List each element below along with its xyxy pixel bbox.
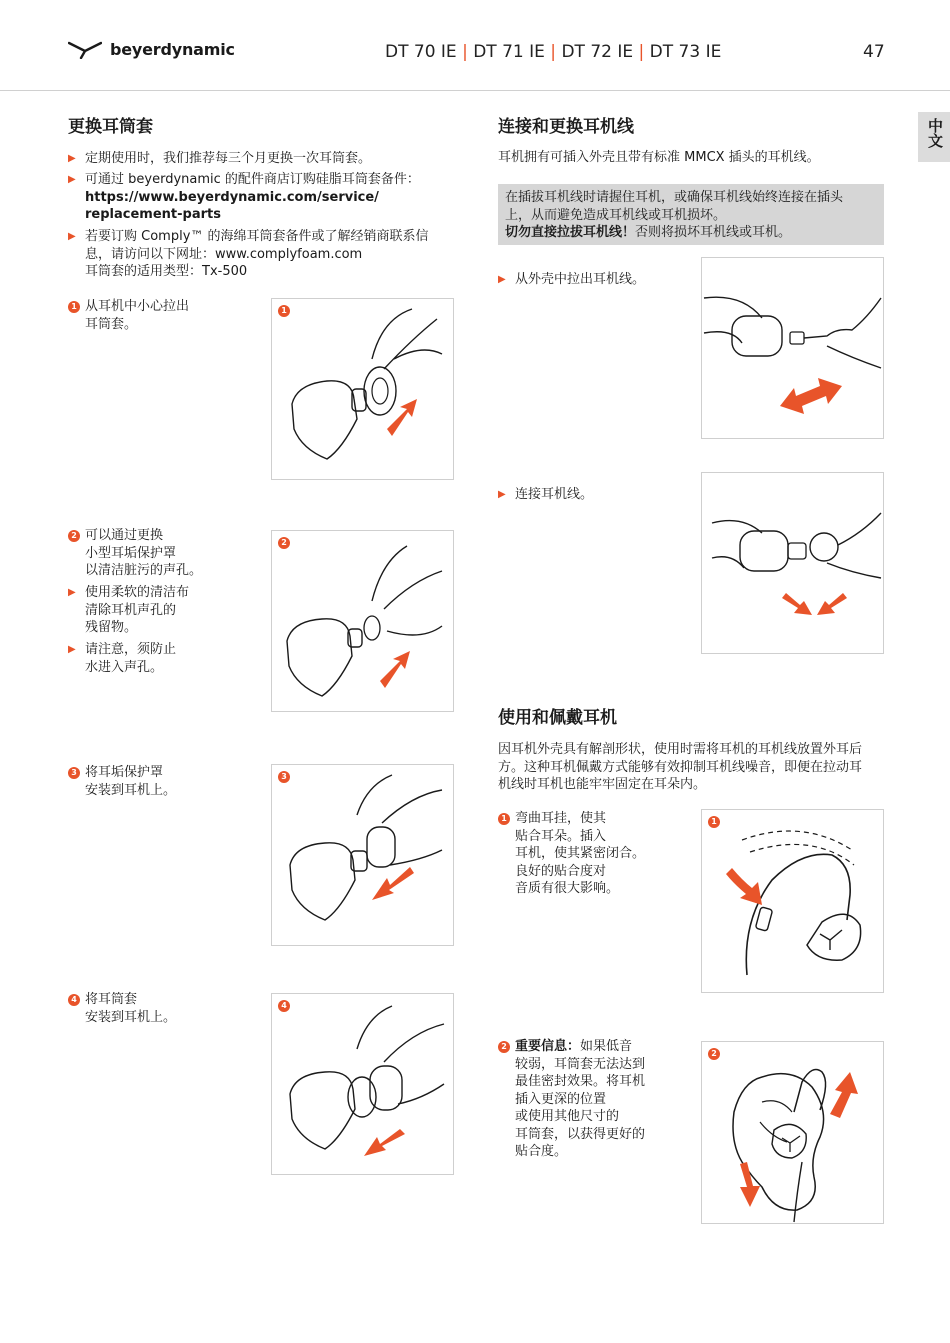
- step-number: 1: [68, 301, 80, 313]
- wear-intro-line: 方。这种耳机佩戴方式能够有效抑制耳机线噪音，即便在拉动耳: [498, 759, 863, 775]
- bullet-text: ▶ 请注意，须防止: [85, 642, 177, 657]
- step-text: 耳机，使其紧密闭合。: [515, 846, 646, 861]
- replacement-parts-link[interactable]: https://www.beyerdynamic.com/service/: [85, 189, 379, 205]
- bullet-text: 从外壳中拉出耳机线。: [515, 272, 646, 287]
- figure-number: 1: [278, 305, 290, 317]
- step-number: 2: [68, 530, 80, 542]
- figure-insert-deeper: [701, 1041, 884, 1224]
- step-text: 贴合度。: [515, 1144, 568, 1159]
- section-title-cable: 连接和更换耳机线: [498, 117, 634, 137]
- step-number: 4: [68, 994, 80, 1006]
- step-4: [68, 991, 275, 1026]
- wear-step-2: [498, 1038, 705, 1161]
- step-text: 可以通过更换: [85, 528, 164, 543]
- model-list: [385, 42, 721, 62]
- header-divider: [0, 90, 950, 91]
- wear-step-1: [498, 810, 705, 898]
- bullet-text: 水进入声孔。: [85, 659, 164, 675]
- step-text: 将耳垢保护罩: [85, 765, 164, 780]
- language-label: 中文: [926, 118, 944, 148]
- clean-sound-hole-illustration: [272, 531, 453, 711]
- step-1: [68, 298, 275, 333]
- connect-cable-illustration: [702, 473, 883, 653]
- step-text: 小型耳垢保护罩: [85, 545, 177, 561]
- bullet-item: [68, 641, 275, 676]
- model-separator: |: [462, 42, 468, 62]
- step-text: 或使用其他尺寸的: [515, 1109, 620, 1124]
- bullet-item: [498, 486, 705, 504]
- section-title-replace-eartips: 更换耳筒套: [68, 117, 153, 137]
- warning-text: 否则将损坏耳机线或耳机。: [635, 225, 792, 240]
- bullet-text: 残留物。: [85, 620, 138, 635]
- bullet-text: 清除耳机声孔的: [85, 602, 177, 618]
- brand-name: beyerdynamic: [110, 40, 235, 59]
- cable-intro: 耳机拥有可插入外壳且带有标准 MMCX 插头的耳机线。: [498, 150, 820, 165]
- step-2: [68, 527, 275, 580]
- step-text: 良好的贴合度对: [515, 863, 607, 879]
- insert-deeper-illustration: [702, 1042, 883, 1223]
- step-number: 1: [498, 813, 510, 825]
- step-text: 插入更深的位置: [515, 1091, 607, 1107]
- figure-bend-earhook: [701, 809, 884, 993]
- bullet-text: 定期使用时，我们推荐每三个月更换一次耳筒套。: [85, 151, 372, 166]
- step-text: 耳筒套。: [85, 316, 138, 332]
- remove-eartip-illustration: [272, 299, 453, 479]
- step-text: 贴合耳朵。插入: [515, 828, 607, 844]
- replacement-parts-link[interactable]: replacement-parts: [85, 207, 221, 222]
- bullet-text: 耳筒套的适用类型：Tx-500: [85, 264, 248, 279]
- model-name: DT 71 IE: [473, 42, 545, 62]
- step-text: 耳筒套，以获得更好的: [515, 1126, 646, 1142]
- wear-intro: [498, 741, 888, 794]
- step-3: [68, 764, 275, 799]
- bend-earhook-illustration: [702, 810, 883, 992]
- model-separator: |: [638, 42, 645, 62]
- step-text: 将耳筒套: [85, 992, 138, 1007]
- beyerdynamic-logo-icon: [68, 41, 102, 59]
- step-text: 较弱，耳筒套无法达到: [515, 1056, 646, 1072]
- model-name: DT 70 IE: [385, 42, 457, 62]
- step-number: 3: [68, 767, 80, 779]
- model-separator: |: [550, 42, 557, 62]
- pull-cable-illustration: [702, 258, 883, 438]
- bullet-item: [68, 150, 465, 168]
- step-text: 以清洁脏污的声孔。: [85, 563, 203, 578]
- bullet-item: [68, 228, 475, 281]
- figure-number: 2: [278, 537, 290, 549]
- bullet-text: ▶ 若要订购 Comply™ 的海绵耳筒套备件或了解经销商联系信: [85, 229, 429, 244]
- figure-install-eartip: [271, 993, 454, 1175]
- step-text: 音质有很大影响。: [515, 881, 620, 896]
- bullet-text: ▶ 使用柔软的清洁布: [85, 585, 190, 600]
- step-text: 安装到耳机上。: [85, 1009, 177, 1025]
- install-eartip-illustration: [272, 994, 453, 1174]
- page-number: 47: [863, 42, 885, 62]
- figure-number: 4: [278, 1000, 290, 1012]
- warning-text: 上，从而避免造成耳机线或耳机损坏。: [505, 207, 727, 223]
- step-text: 安装到耳机上。: [85, 782, 177, 798]
- bullet-text: ▶ 可通过 beyerdynamic 的配件商店订购硅脂耳筒套备件：: [85, 172, 420, 187]
- bullet-text: 连接耳机线。: [515, 487, 594, 502]
- step-text: 从耳机中小心拉出: [85, 299, 190, 314]
- step-text: 如果低音: [580, 1039, 633, 1054]
- bullet-item: [68, 171, 465, 224]
- figure-install-wax-guard: [271, 764, 454, 946]
- bullet-item: [68, 584, 275, 637]
- language-tab: [918, 112, 950, 162]
- step-text: 弯曲耳挂，使其: [515, 811, 607, 826]
- warning-text: 在插拔耳机线时请握住耳机，或确保耳机线始终连接在插头: [505, 190, 844, 205]
- figure-connect-cable: [701, 472, 884, 654]
- step-number: 2: [498, 1041, 510, 1053]
- install-wax-guard-illustration: [272, 765, 453, 945]
- wear-intro-line: 机线时耳机也能牢牢固定在耳朵内。: [498, 777, 707, 792]
- figure-remove-eartip: [271, 298, 454, 480]
- brand-logo: [68, 40, 235, 59]
- figure-number: 1: [708, 816, 720, 828]
- important-label: 重要信息：: [515, 1039, 581, 1054]
- model-name: DT 73 IE: [649, 42, 722, 62]
- warning-emphasis: 切勿直接拉拔耳机线！: [505, 225, 636, 240]
- section-title-wear: 使用和佩戴耳机: [498, 708, 617, 728]
- figure-pull-cable: [701, 257, 884, 439]
- warning-box: [498, 184, 884, 245]
- figure-clean-sound-hole: [271, 530, 454, 712]
- bullet-text: 息，请访问以下网址：www.complyfoam.com: [85, 246, 363, 262]
- figure-number: 2: [708, 1048, 720, 1060]
- bullet-item: [498, 271, 705, 289]
- step-text: 最佳密封效果。将耳机: [515, 1074, 646, 1089]
- wear-intro-line: 因耳机外壳具有解剖形状，使用时需将耳机的耳机线放置外耳后: [498, 742, 863, 757]
- model-name: DT 72 IE: [561, 42, 634, 62]
- figure-number: 3: [278, 771, 290, 783]
